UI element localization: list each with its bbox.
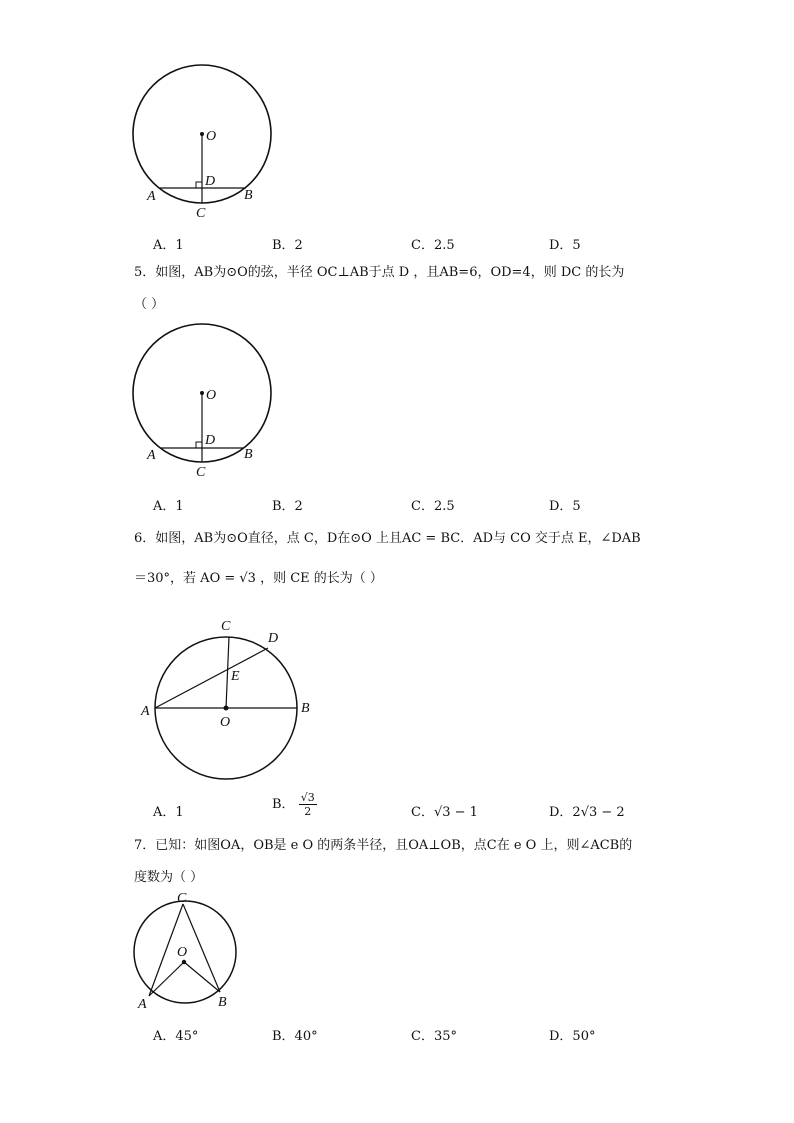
figure-q4-circle-chord bbox=[120, 55, 290, 225]
q4-option-d: D．5 bbox=[549, 238, 581, 253]
q7-option-c: C．35° bbox=[411, 1029, 457, 1044]
figure-q7-inscribed-angle bbox=[124, 888, 249, 1018]
center-dot bbox=[200, 391, 204, 395]
label-d: D bbox=[205, 433, 216, 448]
q7-text-line1: 7．已知：如图OA，OB是 e O 的两条半径，且OA⊥OB，点C在 e O 上，则∠ACB的 bbox=[134, 838, 633, 853]
label-o: O bbox=[206, 388, 217, 403]
label-a: A bbox=[147, 448, 156, 463]
segment-ad bbox=[155, 648, 268, 708]
label-b: B bbox=[244, 447, 253, 462]
q6-text-line2: ＝30°，若 AO = √3 ，则 CE 的长为（ ） bbox=[134, 571, 383, 586]
label-e: E bbox=[231, 669, 240, 684]
figure-q5-circle-chord bbox=[120, 315, 290, 485]
q5-option-d: D．5 bbox=[549, 499, 581, 514]
right-angle-mark bbox=[196, 182, 202, 188]
q6-option-a: A．1 bbox=[153, 805, 184, 820]
label-c: C bbox=[177, 891, 187, 906]
label-b: B bbox=[301, 701, 310, 716]
right-angle-mark bbox=[196, 442, 202, 448]
label-d: D bbox=[268, 631, 279, 646]
center-dot bbox=[224, 706, 229, 711]
label-b: B bbox=[218, 995, 227, 1010]
label-c: C bbox=[196, 206, 206, 221]
q6-text-line1: 6．如图，AB为⊙O直径，点 C，D在⊙O 上且AC = BC．AD与 CO 交于点 E，∠DAB bbox=[134, 531, 641, 546]
q6-option-c: C．√3 − 1 bbox=[411, 805, 478, 820]
label-a: A bbox=[147, 189, 156, 204]
label-b: B bbox=[244, 188, 253, 203]
label-o: O bbox=[206, 129, 217, 144]
q6-option-b bbox=[272, 791, 317, 818]
label-a: A bbox=[138, 997, 147, 1012]
q5-option-a: A．1 bbox=[153, 499, 184, 514]
center-dot bbox=[200, 132, 204, 136]
q5-option-b: B．2 bbox=[272, 499, 303, 514]
q4-option-c: C．2.5 bbox=[411, 238, 455, 253]
q7-option-d: D．50° bbox=[549, 1029, 596, 1044]
q6-option-b-fraction bbox=[299, 791, 317, 818]
center-dot bbox=[182, 960, 186, 964]
label-o: O bbox=[220, 715, 231, 730]
q6-option-b-prefix: B． bbox=[272, 797, 295, 812]
q7-option-a: A．45° bbox=[153, 1029, 199, 1044]
segment-oa bbox=[149, 962, 184, 996]
q7-option-b: B．40° bbox=[272, 1029, 318, 1044]
label-c: C bbox=[221, 619, 231, 634]
q7-text-line2: 度数为（ ） bbox=[134, 870, 204, 885]
segment-cb bbox=[183, 904, 220, 992]
figure-q6-circle-diameter bbox=[135, 612, 320, 787]
label-o: O bbox=[177, 945, 188, 960]
label-c: C bbox=[196, 465, 206, 480]
label-a: A bbox=[141, 704, 150, 719]
q6-option-b-denominator: 2 bbox=[304, 805, 312, 818]
segment-co bbox=[226, 637, 229, 708]
q4-option-a: A．1 bbox=[153, 238, 184, 253]
q6-option-d: D．2√3 − 2 bbox=[549, 805, 625, 820]
label-d: D bbox=[205, 174, 216, 189]
q5-text: 5．如图，AB为⊙O的弦，半径 OC⊥AB于点 D ，且AB=6，OD=4，则 DC 的长为 bbox=[134, 265, 625, 280]
q6-option-b-numerator: √3 bbox=[300, 791, 315, 804]
q5-option-c: C．2.5 bbox=[411, 499, 455, 514]
q5-paren: （ ） bbox=[134, 297, 165, 312]
segment-ob bbox=[184, 962, 220, 992]
q4-option-b: B．2 bbox=[272, 238, 303, 253]
